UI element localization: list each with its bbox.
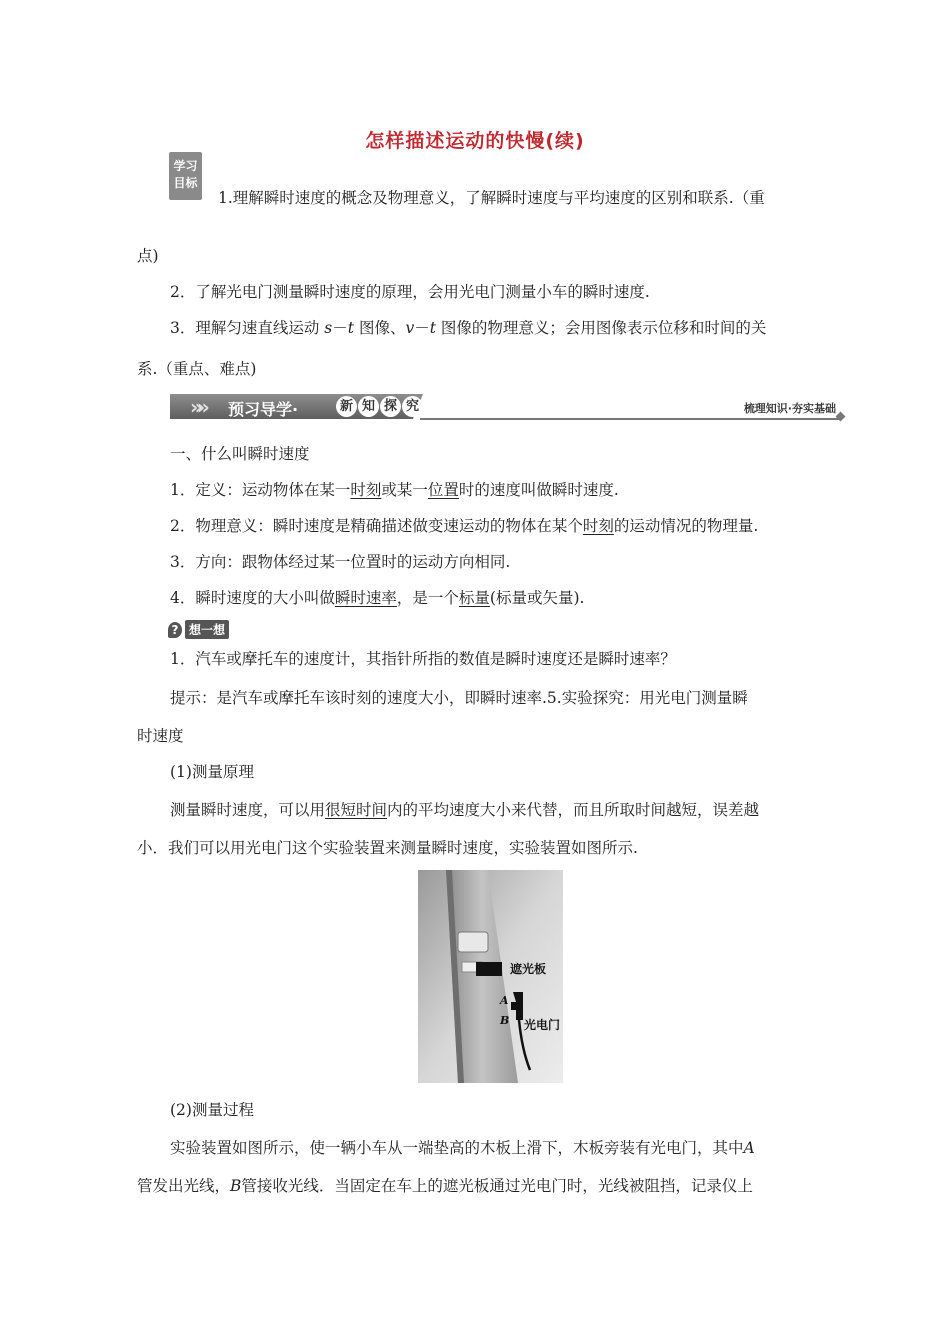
question-icon: ? — [168, 622, 182, 638]
label-a: A — [500, 994, 509, 1007]
learning-goals-badge — [169, 152, 202, 200]
speed-paragraph: 4．瞬时速度的大小叫做瞬时速率，是一个标量(标量或矢量). — [170, 589, 585, 607]
chevron-right-icon: »» — [190, 395, 204, 419]
badge-line-2: 目标 — [173, 176, 198, 190]
photo-gate-figure — [418, 870, 563, 1083]
goal-3-line-b: 系.（重点、难点) — [137, 360, 257, 378]
banner-circle: 探 — [380, 396, 401, 417]
goal-1-line-a: 1.理解瞬时速度的概念及物理意义，了解瞬时速度与平均速度的区别和联系.（重 — [218, 189, 765, 207]
badge-line-1: 学习 — [173, 159, 198, 173]
banner-circle: 究 — [402, 396, 423, 417]
measure-principle-heading: (1)测量原理 — [170, 763, 254, 781]
goal-1-line-b: 点) — [137, 247, 159, 265]
measure-principle-line-b: 小．我们可以用光电门这个实验装置来测量瞬时速度，实验装置如图所示. — [137, 839, 638, 857]
banner-circle: 知 — [358, 396, 379, 417]
measure-process-heading: (2)测量过程 — [170, 1101, 254, 1119]
direction-paragraph: 3．方向：跟物体经过某一位置时的运动方向相同. — [170, 553, 511, 571]
process-line-b: 管发出光线，B管接收光线．当固定在车上的遮光板通过光电门时，光线被阻挡，记录仪上 — [137, 1177, 753, 1195]
section-banner — [170, 394, 842, 422]
banner-circles — [336, 396, 423, 417]
think-label: 想一想 — [185, 620, 229, 639]
banner-label: 预习导学· — [228, 400, 299, 419]
process-line-a: 实验装置如图所示，使一辆小车从一端垫高的木板上滑下，木板旁装有光电门，其中A — [170, 1139, 755, 1157]
section-heading: 一、什么叫瞬时速度 — [170, 445, 310, 463]
hint-line-b: 时速度 — [137, 727, 184, 745]
definition-paragraph: 1．定义：运动物体在某一时刻或某一位置时的速度叫做瞬时速度. — [170, 481, 619, 499]
hint-line-a: 提示：是汽车或摩托车该时刻的速度大小，即瞬时速率.5.实验探究：用光电门测量瞬 — [170, 689, 748, 707]
banner-circle: 新 — [336, 396, 357, 417]
label-photo-gate: 光电门 — [524, 1018, 561, 1032]
page-title: 怎样描述运动的快慢(续) — [365, 130, 585, 152]
label-b: B — [500, 1014, 510, 1027]
meaning-paragraph: 2．物理意义：瞬时速度是精确描述做变速运动的物体在某个时刻的运动情况的物理量. — [170, 517, 759, 535]
think-badge — [168, 620, 229, 639]
banner-rule — [420, 418, 840, 420]
banner-right-text: 梳理知识·夯实基础 — [743, 402, 836, 415]
label-shade-plate: 遮光板 — [510, 962, 547, 976]
think-question: 1．汽车或摩托车的速度计，其指针所指的数值是瞬时速度还是瞬时速率？ — [170, 650, 676, 668]
measure-principle-line-a: 测量瞬时速度，可以用很短时间内的平均速度大小来代替，而且所取时间越短，误差越 — [170, 801, 760, 819]
goal-3-line-a: 3．理解匀速直线运动 s－t 图像、v－t 图像的物理意义；会用图像表示位移和时间的关 — [170, 319, 767, 337]
goal-2: 2．了解光电门测量瞬时速度的原理，会用光电门测量小车的瞬时速度. — [170, 283, 650, 301]
